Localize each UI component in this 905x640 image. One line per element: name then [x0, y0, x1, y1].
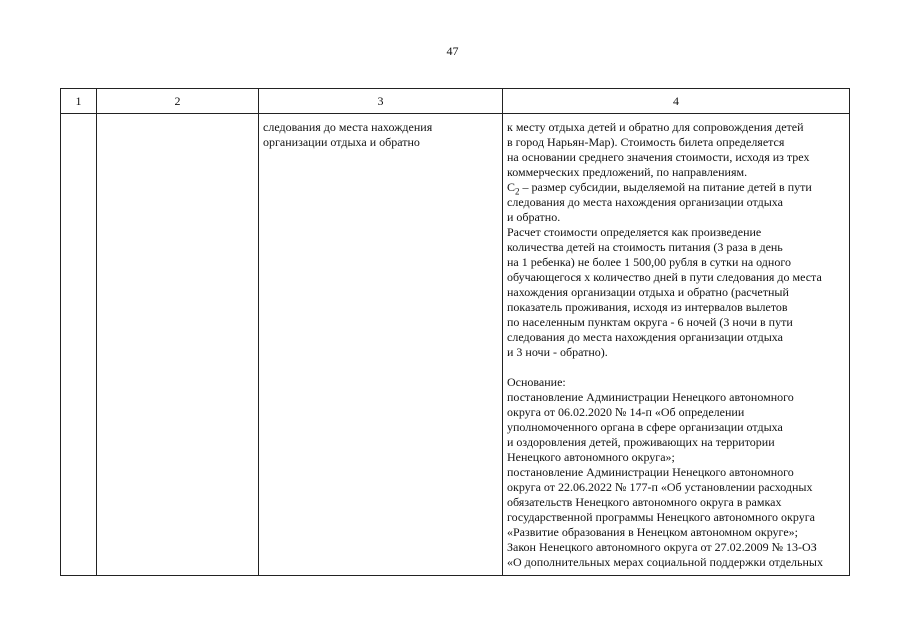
- col4-line: $C_2$ – размер субсидии, выделяемой на питание детей в пути: [507, 180, 812, 197]
- col4-line: и 3 ночи - обратно).: [507, 345, 608, 359]
- col3-line: организации отдыха и обратно: [263, 135, 420, 149]
- col4-line: уполномоченного органа в сфере организации отдыха: [507, 420, 783, 434]
- col4-line: коммерческих предложений, по направлениям.: [507, 165, 748, 179]
- col4-line: постановление Администрации Ненецкого автономного: [507, 390, 794, 404]
- document-table: [60, 88, 850, 576]
- col4-line: и обратно.: [507, 210, 561, 224]
- cell-col-3: [259, 114, 503, 576]
- col4-line: Расчет стоимости определяется как произведение: [507, 225, 762, 239]
- col4-line: к месту отдыха детей и обратно для сопровождения детей: [507, 120, 804, 134]
- col4-line: Ненецкого автономного округа»;: [507, 450, 675, 464]
- cell-col-4: [503, 114, 850, 576]
- col4-line: следования до места нахождения организации отдыха: [507, 195, 783, 209]
- col3-line: следования до места нахождения: [263, 120, 433, 134]
- table-header-row: [61, 89, 850, 114]
- col4-line: [507, 360, 845, 375]
- col4-line: на 1 ребенка) не более 1 500,00 рубля в сутки на одного: [507, 255, 791, 269]
- cell-col-2: [97, 114, 259, 576]
- col4-line: и оздоровления детей, проживающих на территории: [507, 435, 775, 449]
- col4-line: в город Нарьян-Мар). Стоимость билета определяется: [507, 135, 785, 149]
- col4-line: Закон Ненецкого автономного округа от 27.02.2009 № 13-ОЗ: [507, 540, 817, 554]
- col4-line: округа от 22.06.2022 № 177-п «Об установлении расходных: [507, 480, 813, 494]
- col4-line: нахождения организации отдыха и обратно (расчетный: [507, 285, 789, 299]
- col4-line: постановление Администрации Ненецкого автономного: [507, 465, 794, 479]
- column-header-2: 2: [97, 89, 259, 114]
- col4-line: «Развитие образования в Ненецком автономном округе»;: [507, 525, 798, 539]
- col4-line: «О дополнительных мерах социальной поддержки отдельных: [507, 555, 823, 569]
- col4-line: государственной программы Ненецкого автономного округа: [507, 510, 815, 524]
- cell-col-1: [61, 114, 97, 576]
- col4-line: округа от 06.02.2020 № 14-п «Об определении: [507, 405, 745, 419]
- table-row: [61, 114, 850, 576]
- col4-line: по населенным пунктам округа - 6 ночей (3 ночи в пути: [507, 315, 793, 329]
- col4-line: обучающегося х количество дней в пути следования до места: [507, 270, 822, 284]
- col4-line: обязательств Ненецкого автономного округа в рамках: [507, 495, 782, 509]
- col4-line: следования до места нахождения организации отдыха: [507, 330, 783, 344]
- page-number: 47: [446, 44, 459, 58]
- col4-line: Основание:: [507, 375, 566, 389]
- column-header-1: 1: [61, 89, 97, 114]
- col4-line: количества детей на стоимость питания (3 раза в день: [507, 240, 783, 254]
- col4-line: показатель проживания, исходя из интервалов вылетов: [507, 300, 788, 314]
- col4-line: на основании среднего значения стоимости, исходя из трех: [507, 150, 810, 164]
- column-header-3: 3: [259, 89, 503, 114]
- column-header-4: 4: [503, 89, 850, 114]
